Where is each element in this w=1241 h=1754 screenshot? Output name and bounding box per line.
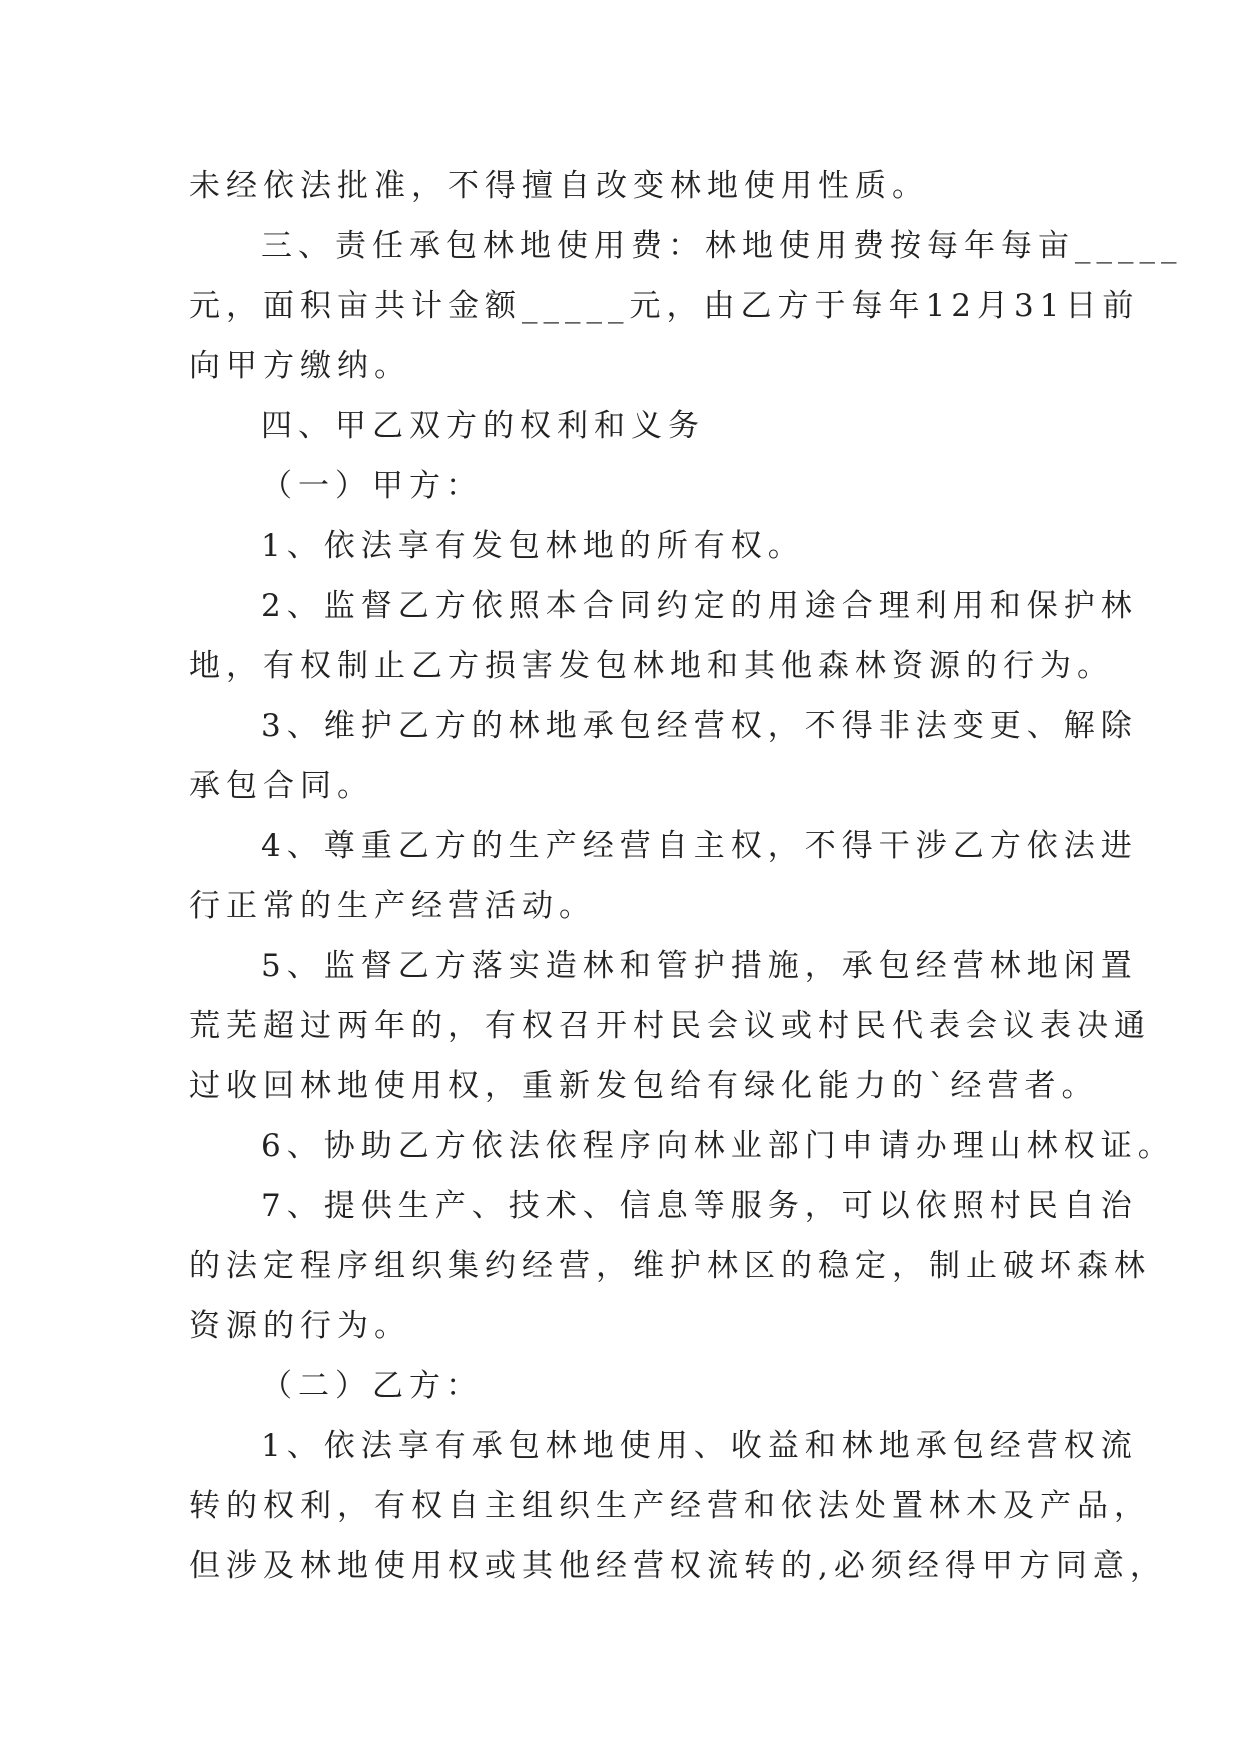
- text-line: 未经依法批准，不得擅自改变林地使用性质。: [189, 168, 929, 204]
- clause-3-heading-line: 三、责任承包林地使用费：林地使用费按每年每亩_____: [261, 228, 1183, 264]
- document-body: [189, 156, 1183, 1596]
- party-a-item-6: 6、协助乙方依法依程序向林业部门申请办理山林权证。: [261, 1128, 1175, 1164]
- text-line: 地，有权制止乙方损害发包林地和其他森林资源的行为。: [189, 648, 1114, 684]
- clause-4-heading: 四、甲乙双方的权利和义务: [261, 408, 705, 444]
- party-a-item-5: 5、监督乙方落实造林和管护措施，承包经营林地闲置: [261, 948, 1138, 984]
- party-a-item-3: 3、维护乙方的林地承包经营权，不得非法变更、解除: [261, 708, 1138, 744]
- text-line: 元，面积亩共计金额_____元，由乙方于每年12月31日前: [189, 288, 1140, 324]
- text-line: 资源的行为。: [189, 1308, 411, 1344]
- text-line: 向甲方缴纳。: [189, 348, 411, 384]
- text-line: 荒芜超过两年的，有权召开村民会议或村民代表会议表决通: [189, 1008, 1151, 1044]
- text-line: 承包合同。: [189, 768, 374, 804]
- text-line: 但涉及林地使用权或其他经营权流转的,必须经得甲方同意，: [189, 1548, 1167, 1584]
- party-b-heading: （二）乙方：: [261, 1368, 483, 1404]
- party-b-item-1: 1、依法享有承包林地使用、收益和林地承包经营权流: [261, 1428, 1138, 1464]
- party-a-heading: （一）甲方：: [261, 468, 483, 504]
- text-line: 转的权利，有权自主组织生产经营和依法处置林木及产品，: [189, 1488, 1151, 1524]
- text-line: 行正常的生产经营活动。: [189, 888, 596, 924]
- text-line: 的法定程序组织集约经营，维护林区的稳定，制止破坏森林: [189, 1248, 1151, 1284]
- party-a-item-2: 2、监督乙方依照本合同约定的用途合理利用和保护林: [261, 588, 1138, 624]
- text-line: 过收回林地使用权，重新发包给有绿化能力的`经营者。: [189, 1068, 1099, 1104]
- party-a-item-4: 4、尊重乙方的生产经营自主权，不得干涉乙方依法进: [261, 828, 1138, 864]
- party-a-item-7: 7、提供生产、技术、信息等服务，可以依照村民自治: [261, 1188, 1138, 1224]
- party-a-item-1: 1、依法享有发包林地的所有权。: [261, 528, 805, 564]
